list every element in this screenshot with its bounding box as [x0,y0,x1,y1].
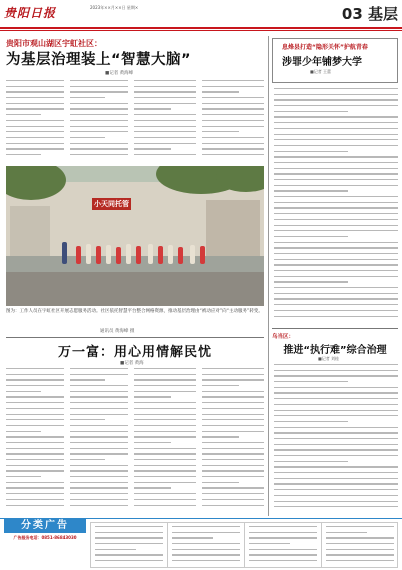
photo-caption: 图为：工作人员在宇虹社区开展志愿服务活动。社区依托智慧平台整合网格资源，推动基层治理由“被动应对”向“主动服务”转变。 [6,309,263,314]
lead-kicker: 贵阳市观山湖区宇虹社区： [6,39,102,48]
header-rule [0,27,402,29]
second-column-4 [202,368,264,514]
page-header [0,0,402,30]
section-title: 03 基层 [341,5,398,23]
issue-info: 2023年××月××日 星期× [90,5,139,10]
divider [6,337,264,338]
classified-ads-label: 分类广告 [4,519,86,533]
lead-column-3 [134,80,196,162]
right-byline: ■记者 王蕾 [310,69,332,74]
lead-column-1 [6,80,64,162]
news-photo [6,166,264,306]
second-headline: 万一富：用心用情解民忧 [57,345,212,360]
second-byline: ■记者 黄海 [120,361,144,366]
right2-headline: 推进“执行难”综合治理 [283,345,387,356]
lead-column-4 [202,80,264,162]
right-story-body [274,88,398,326]
lead-column-2 [70,80,128,162]
right-headline: 涉罪少年铺梦大学 [282,57,362,68]
header-rule-thin [0,30,402,31]
lead-headline: 为基层治理装上“智慧大脑” [6,52,192,68]
shop-sign: 小天同托管 [94,200,129,208]
classified-ads-grid [90,522,398,568]
ads-phone: 广告服务电话：0851-86843030 [13,535,77,540]
column-divider [268,36,269,516]
right2-kicker: 乌当区： [272,334,295,340]
newspaper-masthead: 贵阳日报 [4,6,57,20]
right-divider [272,328,398,329]
right2-byline: ■记者 刘桂 [318,356,340,361]
photo-credit: 通讯员 黄海峰 摄 [100,329,135,334]
second-column-2 [70,368,128,514]
lead-byline: ■记者 黄海峰 [105,71,134,76]
second-column-1 [6,368,64,514]
right-kicker: 息烽县打造“隐形关怀”护航青春 [282,44,368,51]
right2-story-body [274,364,398,514]
second-column-3 [134,368,196,514]
